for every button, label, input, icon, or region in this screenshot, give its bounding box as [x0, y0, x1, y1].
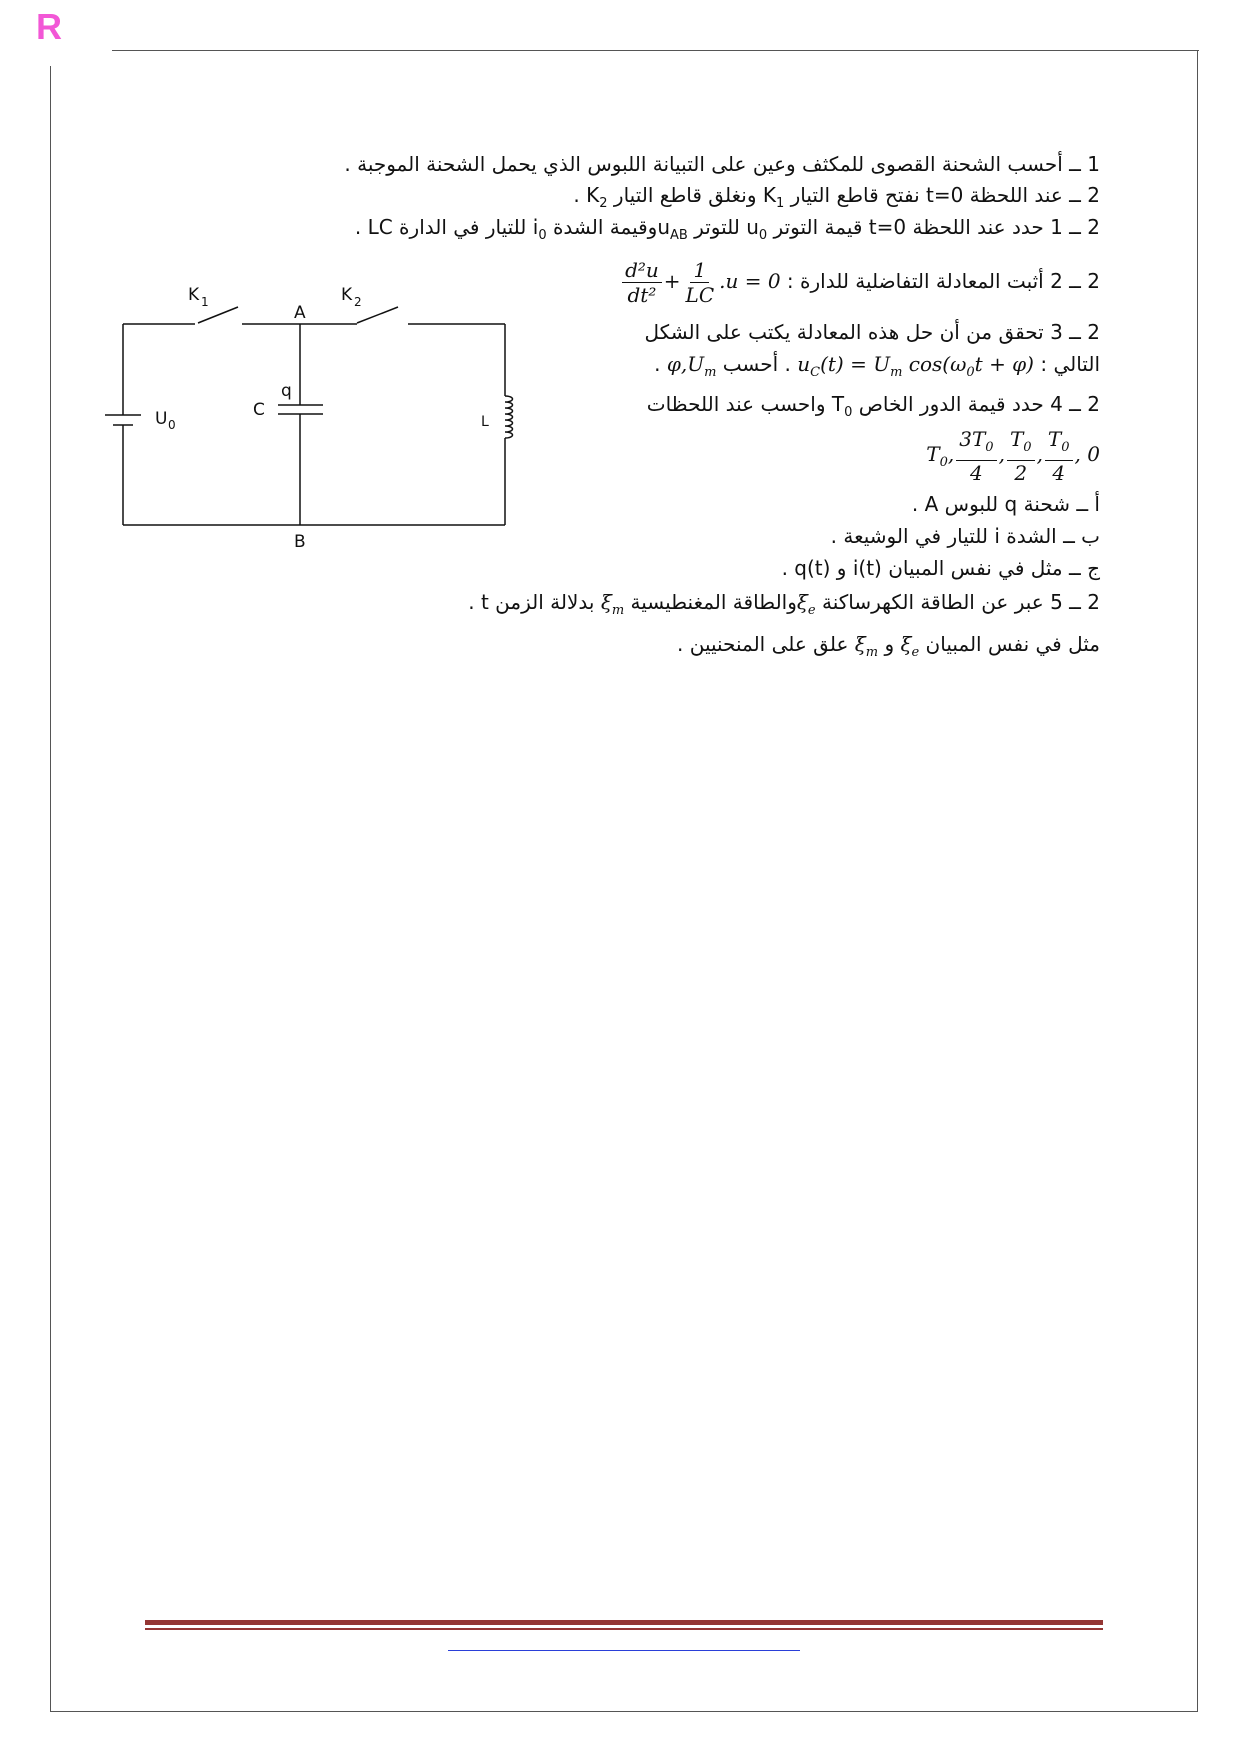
q21-part-c: وقيمة الشدة i	[532, 215, 658, 239]
frame-top-border	[112, 50, 1199, 51]
question-2-3-cont	[654, 350, 1100, 387]
phi-um: $\varphi,U_m$	[666, 352, 717, 380]
label-k2: K	[341, 285, 353, 305]
frac-den-lc: LC	[685, 283, 715, 307]
solution-equation: $u_C(t) = U_m$ $\cos(\omega_0t + \varphi)$	[797, 352, 1034, 380]
eq-plus: +	[663, 269, 681, 293]
q2-part-b: ونغلق قاطع التيار K	[586, 183, 763, 207]
q22-text: 2 ــ 2 أثبت المعادلة التفاضلية للدارة :	[780, 269, 1100, 293]
inductor-coil	[505, 396, 513, 438]
question-2-5-cont	[677, 630, 1100, 667]
item-a: أ ــ شحنة q للبوس A .	[911, 492, 1100, 516]
switch-k1-blade	[198, 307, 238, 323]
xi-m-2: $\xi_m$	[854, 632, 879, 660]
frac-t0-4: $\frac{T_0}{4}$	[1045, 427, 1073, 485]
q25-text-c: بدلالة الزمن t .	[468, 590, 601, 614]
q2-part-a: 2 ــ عند اللحظة t=0 نفتح قاطع التيار K	[762, 183, 1100, 207]
time-instants	[926, 424, 1100, 493]
question-1: 1 ــ أحسب الشحنة القصوى للمكثف وعين على التبيانة اللبوس الذي يحمل الشحنة الموجبة .	[344, 152, 1100, 176]
frac-den-dt2: dt²	[627, 283, 657, 307]
question-2-2	[620, 254, 1100, 308]
item-c: ج ــ مثل في نفس المبيان i(t) و q(t) .	[781, 556, 1100, 580]
label-voltage-u0: U	[155, 409, 168, 429]
differential-equation	[620, 254, 781, 308]
frac-num-1: 1	[690, 258, 709, 283]
q21-part-a: 2 ــ 1 حدد عند اللحظة t=0 قيمة التوتر u	[746, 215, 1100, 239]
q2-part-c: .	[573, 183, 587, 207]
q21-part-d: للتيار في الدارة LC .	[354, 215, 533, 239]
q25-text-b: والطاقة المغنطيسية	[624, 590, 797, 614]
switch-k2-blade	[357, 307, 398, 323]
footer-link-underline[interactable]	[448, 1650, 800, 1651]
q24-text-b: واحسب عند اللحظات	[646, 392, 832, 416]
q21-sub-ab: AB	[670, 228, 688, 243]
q23-text-c: .	[654, 352, 661, 376]
instants-expression: $T_0$, $\frac{3T_0}{4}$ , $\frac{T_0}{2}$ , $\frac{T_0}{4}$ , 0	[926, 426, 1100, 485]
frame-bottom-border	[50, 1711, 1198, 1712]
q24-text-a: 2 ــ 4 حدد قيمة الدور الخاص T	[831, 392, 1100, 416]
footer-bar-thin	[145, 1628, 1103, 1630]
question-2-3: 2 ــ 3 تحقق من أن حل هذه المعادلة يكتب على الشكل	[644, 320, 1100, 344]
xi-e-2: $\xi_e$	[900, 632, 920, 660]
item-b: ب ــ الشدة i للتيار في الوشيعة .	[830, 524, 1100, 548]
label-inductor-l: L	[481, 414, 489, 430]
label-voltage-u0-sub: 0	[168, 418, 176, 432]
question-2-4	[647, 390, 1100, 427]
eq-end: .u = 0	[719, 269, 781, 293]
frac-1-lc	[683, 258, 718, 307]
q23-text-a: التالي :	[1034, 352, 1100, 376]
q25b-text-a: مثل في نفس المبيان	[919, 632, 1100, 656]
question-2-1	[355, 213, 1100, 250]
frac-t0-2: $\frac{T_0}{2}$	[1007, 427, 1035, 485]
q21-sub-i0: 0	[538, 228, 547, 243]
label-k2-sub: 2	[354, 295, 362, 309]
frame-left-border	[50, 66, 51, 1712]
frac-3t0-4: $\frac{3T_0}{4}$	[956, 427, 996, 485]
q25b-text-b: و	[878, 632, 901, 656]
label-charge-q: q	[281, 381, 292, 401]
xi-e-1: $\xi_e$	[796, 590, 816, 618]
q25b-text-c: علق على المنحنيين .	[677, 632, 855, 656]
q21-sub-u0: 0	[758, 228, 768, 243]
footer-bar-thick	[145, 1620, 1103, 1625]
label-capacitor-c: C	[253, 400, 265, 420]
label-k1: K	[188, 285, 200, 305]
q23-text-b: . أحسب	[716, 352, 791, 376]
xi-m-1: $\xi_m$	[600, 590, 625, 618]
question-2-5	[468, 588, 1100, 625]
logo-r: R	[36, 6, 62, 47]
lc-circuit-diagram	[95, 280, 525, 560]
frame-right-border	[1197, 50, 1198, 1712]
label-node-a: A	[294, 303, 306, 323]
q21-part-b: للتوتر u	[657, 215, 747, 239]
frac-num-d2u: d²u	[622, 258, 662, 283]
q25-text-a: 2 ــ 5 عبر عن الطاقة الكهرساكنة	[815, 590, 1100, 614]
frac-d2u-dt2	[622, 258, 662, 307]
q2-sub-k1: 1	[775, 196, 785, 211]
label-node-b: B	[294, 532, 306, 552]
q2-sub-k2: 2	[599, 196, 608, 211]
label-k1-sub: 1	[201, 295, 209, 309]
q24-sub-t0: 0	[844, 405, 853, 420]
